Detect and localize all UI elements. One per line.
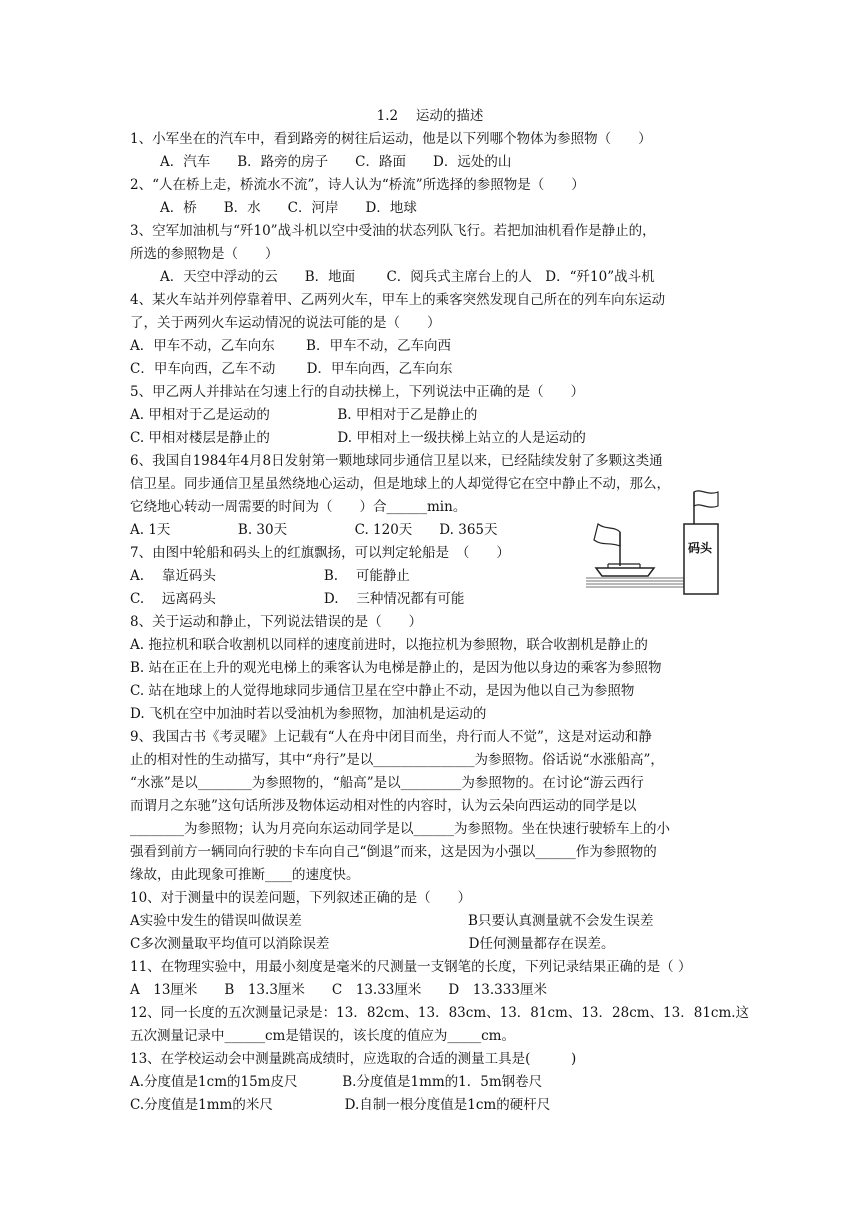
q13-options-cd: C.分度值是1mm的米尺 D.自制一根分度值是1cm的硬杆尺 (130, 1097, 551, 1113)
q7-stem: 7、由图中轮船和码头上的红旗飘扬，可以判定轮船是 （ ） (130, 545, 510, 561)
ship-dock-illustration (584, 488, 720, 596)
q9-line6: 强看到前方一辆同向行驶的卡车向自己“倒退”而来，这是因为小强以______作为参照物的 (130, 844, 657, 860)
q9-line5: ________为参照物；认为月亮向东运动同学是以______为参照物。坐在快速行驶轿车上的小 (130, 821, 670, 837)
q7-options-cd: C. 远离码头 D. 三种情况都有可能 (130, 591, 465, 607)
q2-options: A．桥 B．水 C．河岸 D．地球 (160, 200, 417, 216)
q2-stem: 2、“人在桥上走，桥流水不流”，诗人认为“桥流”所选择的参照物是（ ） (130, 177, 585, 193)
q9-line1: 9、我国古书《考灵曜》上记载有“人在舟中闭目而坐，舟行而人不觉”，这是对运动和静 (130, 729, 652, 745)
q12-line2: 五次测量记录中______cm是错误的，该长度的值应为_____cm。 (130, 1028, 515, 1044)
q5-options-ab: A. 甲相对于乙是运动的 B. 甲相对于乙是静止的 (130, 407, 478, 423)
water-icon (586, 578, 684, 587)
q10-options-cd: C多次测量取平均值可以消除误差 D任何测量都存在误差。 (130, 936, 615, 952)
q9-line3: “水涨”是以________为参照物的，“船高”是以_________为参照物的。在讨论“游云西行 (130, 775, 644, 791)
q8-option-a: A. 拖拉机和联合收割机以同样的速度前进时，以拖拉机为参照物，联合收割机是静止的 (130, 637, 648, 653)
q9-line4: 而谓月之东驰”这句话所涉及物体运动相对性的内容时，认为云朵向西运动的同学是以 (130, 798, 637, 814)
q8-stem: 8、关于运动和静止，下列说法错误的是（ ） (130, 614, 423, 630)
q6-stem-line1: 6、我国自1984年4月8日发射第一颗地球同步通信卫星以来，已经陆续发射了多颗这类通 (130, 453, 663, 469)
q13-options-ab: A.分度值是1cm的15m皮尺 B.分度值是1mm的1．5m钢卷尺 (130, 1074, 543, 1090)
q10-options-ab: A实验中发生的错误叫做误差 B只要认真测量就不会发生误差 (130, 913, 654, 929)
q13-stem: 13、在学校运动会中测量跳高成绩时，应选取的合适的测量工具是( ) (130, 1051, 577, 1067)
q6-stem-line3: 它绕地心转动一周需要的时间为（ ）合______min。 (130, 499, 467, 515)
page-title: 1.2 运动的描述 (376, 108, 484, 124)
q11-stem: 11、在物理实验中，用最小刻度是毫米的尺测量一支钢笔的长度，下列记录结果正确的是（ ） (130, 959, 692, 975)
q8-option-b: B. 站在正在上升的观光电梯上的乘客认为电梯是静止的，是因为他以身边的乘客为参照物 (130, 660, 662, 676)
q8-option-c: C. 站在地球上的人觉得地球同步通信卫星在空中静止不动，是因为他以自己为参照物 (130, 683, 635, 699)
q10-stem: 10、对于测量中的误差问题，下列叙述正确的是（ ） (130, 890, 472, 906)
dock-flag-icon (694, 491, 718, 507)
q1-options: A．汽车 B．路旁的房子 C．路面 D．远处的山 (160, 154, 512, 170)
q1-stem: 1、小军坐在的汽车中，看到路旁的树往后运动，他是以下列哪个物体为参照物（ ） (130, 131, 652, 147)
q3-stem-line2: 所选的参照物是（ ） (130, 246, 279, 262)
q11-options: A 13厘米 B 13.3厘米 C 13.33厘米 D 13.333厘米 (130, 982, 547, 998)
q4-options-ab: A．甲车不动，乙车向东 B．甲车不动，乙车向西 (130, 338, 451, 354)
dock-icon (684, 524, 718, 594)
q6-stem-line2: 信卫星。同步通信卫星虽然绕地心运动，但是地球上的人却觉得它在空中静止不动，那么， (130, 476, 670, 492)
q9-line7: 缘故，由此现象可推断____的速度快。 (130, 867, 360, 883)
ship-flag-icon (594, 524, 620, 546)
q4-stem-line1: 4、某火车站并列停靠着甲、乙两列火车，甲车上的乘客突然发现自己所在的列车向东运动 (130, 292, 666, 308)
q5-options-cd: C. 甲相对楼层是静止的 D. 甲相对上一级扶梯上站立的人是运动的 (130, 430, 586, 446)
q4-options-cd: C．甲车向西，乙车不动 D．甲车向西，乙车向东 (130, 361, 453, 377)
q5-stem: 5、甲乙两人并排站在匀速上行的自动扶梯上，下列说法中正确的是（ ） (130, 384, 585, 400)
q7-options-ab: A. 靠近码头 B. 可能静止 (130, 568, 410, 584)
q3-stem-line1: 3、空军加油机与“歼10”战斗机以空中受油的状态列队飞行。若把加油机看作是静止的， (130, 223, 656, 239)
q12-line1: 12、同一长度的五次测量记录是：13．82cm、13．83cm、13．81cm、13．28cm、13．81cm.这 (130, 1005, 750, 1021)
q6-options: A. 1天 B. 30天 C. 120天 D. 365天 (130, 522, 498, 538)
dock-label: 码头 (688, 541, 713, 555)
q9-line2: 止的相对性的生动描写，其中“舟行”是以_______________为参照物。俗话说“水涨船高”， (130, 752, 664, 768)
q3-options: A．天空中浮动的云 B．地面 C．阅兵式主席台上的人 D．“歼10”战斗机 (160, 269, 655, 285)
q4-stem-line2: 了，关于两列火车运动情况的说法可能的是（ ） (130, 315, 441, 331)
q8-option-d: D. 飞机在空中加油时若以受油机为参照物，加油机是运动的 (130, 706, 487, 722)
ship-hull-icon (596, 568, 654, 576)
